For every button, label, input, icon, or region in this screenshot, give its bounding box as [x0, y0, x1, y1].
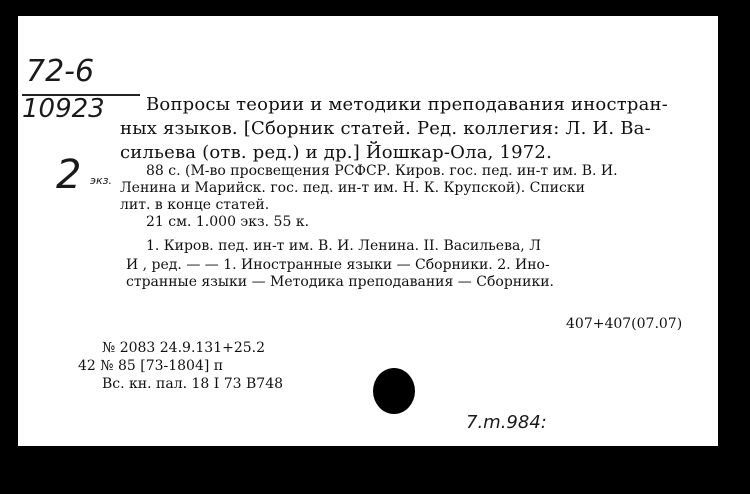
number-handwritten: 10923: [22, 94, 105, 124]
title-line-1: Вопросы теории и методики преподавания иностран-: [146, 94, 669, 115]
tracing-line-1: 1. Киров. пед. ин-т им. В. И. Ленина. II. Васильева, Л: [146, 238, 541, 254]
desc-line-2: Ленина и Марийск. гос. пед. ин-т им. Н. К. Крупской). Списки: [120, 180, 585, 196]
desc-line-4: 21 см. 1.000 экз. 55 к.: [146, 214, 310, 230]
card-punch-hole: [373, 368, 415, 414]
title-line-3: сильева (отв. ред.) и др.] Йошкар-Ола, 1972.: [120, 142, 553, 163]
footer-line-3: Вс. кн. пал. 18 I 73 В748: [102, 376, 284, 392]
tracing-line-2: И , ред. — — 1. Иностранные языки — Сборники. 2. Ино-: [126, 257, 550, 273]
shelf-mark-handwritten: 72-6: [26, 54, 95, 89]
bottom-note-handwritten: 7.m.984:: [466, 412, 547, 433]
desc-line-3: лит. в конце статей.: [120, 197, 270, 213]
footer-line-2: 42 № 85 [73-1804] п: [78, 358, 224, 374]
footer-line-1: № 2083 24.9.131+25.2: [102, 340, 266, 356]
title-line-2: ных языков. [Сборник статей. Ред. коллегия: Л. И. Ва-: [120, 118, 651, 139]
classification-number: 407+407(07.07): [566, 316, 683, 332]
desc-line-1: 88 с. (М-во просвещения РСФСР. Киров. гос. пед. ин-т им. В. И.: [146, 163, 618, 179]
catalog-card: [18, 16, 718, 446]
tracing-line-3: странные языки — Методика преподавания — Сборники.: [126, 274, 554, 290]
copies-handwritten: 2: [56, 152, 82, 198]
copies-suffix-handwritten: экз.: [90, 174, 113, 187]
